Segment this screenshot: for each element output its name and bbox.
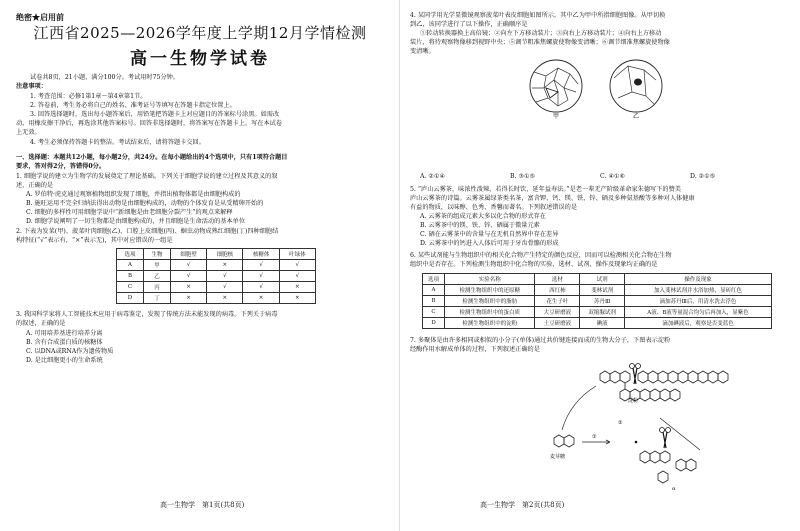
table-cell: 花生子叶	[535, 296, 580, 307]
table-row	[117, 282, 316, 293]
table-cell: A	[423, 285, 445, 296]
question-4-stem: ①转动转换器换上高倍镜；②向左下方移动装片；③向右上方移动装片；④向右上方移动	[420, 30, 662, 37]
table-row	[117, 271, 316, 282]
question-7-figure	[540, 362, 760, 494]
table-cell: 西红柿	[535, 285, 580, 296]
table-header-cell: 细胞核	[207, 249, 243, 260]
table-cell: 碘液	[580, 318, 625, 329]
table-row	[117, 293, 316, 304]
question-5-stem: 有益的物质，以味醇、色秀、香馨而著名。下列叙述错误的是	[410, 204, 578, 211]
table-cell: √	[207, 271, 243, 282]
section-heading: 要求，答对得2分，答错得0分。	[16, 163, 106, 170]
question-4-figure	[520, 58, 670, 120]
starch-chain	[600, 371, 728, 401]
question-7-stem: 经酶作用水解成单体的过程，下列叙述正确的是	[410, 346, 540, 353]
table-header-cell: 选项	[423, 274, 445, 285]
table-cell: 滴加苏丹Ⅲ后，用清水洗去浮色	[625, 296, 772, 307]
table-cell: √	[170, 271, 206, 282]
table-cell: ×	[170, 282, 206, 293]
exam-subtitle: 高一生物学试卷	[130, 49, 270, 69]
table-header-cell: 叶绿体	[279, 249, 315, 260]
microscope-view-yi	[610, 60, 662, 112]
question-3-option: D. 是比细胞更小的生命系统	[26, 357, 103, 364]
table-cell: √	[279, 271, 315, 282]
note-line: 动，用橡皮擦干净后，再选涂其他答案标号。回答非选择题时，将答案写在答题卡上。写在本试卷	[16, 120, 283, 127]
figure-label-maltose: 麦芽糖	[550, 454, 566, 460]
table-cell: 大豆研磨液	[535, 307, 580, 318]
table-header-cell: 细胞壁	[170, 249, 206, 260]
table-header-cell: 选材	[535, 274, 580, 285]
glucose-dot	[635, 441, 638, 444]
table-cell: √	[243, 260, 279, 271]
enzyme-scissors-icon	[660, 428, 671, 449]
question-1-option: C. 细胞的多样性可用细胞学说中“新细胞是由老细胞分裂产生”的观点来解释	[26, 209, 233, 216]
table-header-row	[117, 249, 316, 260]
table-row	[423, 318, 772, 329]
question-5-option: C. 硒在云雾茶中的含量与在无机自然界中存在差异	[420, 231, 559, 238]
table-cell: 土豆研磨液	[535, 318, 580, 329]
table-cell: ×	[207, 260, 243, 271]
table-cell: 检测生物组织中的淀粉	[445, 318, 535, 329]
page-footer: 高一生物学 第2页(共8页)	[480, 501, 565, 509]
question-1-stem: 1. 细胞学说的建立为生物学的发展奠定了理论基础。下列关于细胞学说的建立过程及其意义的叙	[16, 173, 278, 180]
maltose-unit	[554, 435, 574, 447]
question-7-stem: 7. 多聚体是由许多相同或相似的小分子(单体)通过共价键连接而成的生物大分子，下图表示淀粉	[410, 337, 671, 344]
table-cell: 乙	[143, 271, 170, 282]
table-cell: C	[117, 282, 144, 293]
table-cell: C	[423, 307, 445, 318]
table-cell: 甲	[143, 260, 170, 271]
question-1-option: B. 施旺运用不完全归纳法得出动物是由细胞构成的，动物的个体发育是从受精卵开始的	[26, 200, 264, 207]
microscope-view-jia	[530, 60, 582, 112]
figure-label-one: ①	[592, 434, 597, 440]
figure-label-alpha: α	[672, 486, 676, 492]
figure-label-yi: 乙	[632, 113, 640, 120]
table-cell: D	[423, 318, 445, 329]
question-5-option: D. 云雾茶中的钙进入人体后可用于牙齿骨骼的形成	[420, 240, 559, 247]
question-6-stem: 组织中是否存在。下列检测生物组织中化合物的实验，选材、试剂、操作及现象均正确的是	[410, 261, 658, 268]
table-cell: √	[170, 260, 206, 271]
table-row	[423, 296, 772, 307]
question-4-option: A. ②①④	[420, 173, 446, 180]
hydrolysis-chain	[640, 451, 696, 483]
table-cell: ×	[279, 282, 315, 293]
table-cell: A液、B液等量混合均匀后再加入，显紫色	[625, 307, 772, 318]
question-1-option: A. 罗伯特·虎克通过观察植物组织发现了细胞，并指出植物体都是由细胞构成的	[26, 191, 241, 198]
table-row	[423, 307, 772, 318]
question-6-stem: 6. 某些试剂能与生物组织中的相关化合物产生特定的颜色反应，因而可以检测相关化合物在生物	[410, 252, 672, 259]
note-line: 1. 考查范围：必修1第1章～第4章第1节。	[30, 93, 147, 100]
question-6-table	[422, 273, 772, 329]
question-2-stem: 构特征(“√”表示有，“×”表示无)，其中对应错误的一组是	[16, 237, 173, 244]
table-cell: 丁	[143, 293, 170, 304]
secrecy-mark: 绝密★启用前	[16, 12, 64, 22]
exam-info: 试卷共8页，21小题，满分100分。考试用时75分钟。	[30, 74, 180, 81]
table-cell: 苏丹Ⅲ	[580, 296, 625, 307]
table-cell: ×	[279, 293, 315, 304]
table-row	[423, 285, 772, 296]
question-2-table	[116, 248, 316, 304]
table-cell: B	[423, 296, 445, 307]
question-4-option: C. ④①⑥	[600, 173, 626, 180]
table-cell: √	[279, 260, 315, 271]
table-cell: 加入斐林试剂并水浴加热，显砖红色	[625, 285, 772, 296]
question-2-stem: 2. 下表为发菜(甲)、菠菜叶肉细胞(乙)、口腔上皮细胞(丙)、蛔虫动物成熟红细胞(丁)四种细胞结	[16, 228, 279, 235]
reaction-arrows	[562, 386, 700, 450]
question-4-stem: 4. 某同学用光学显微镜观察菠菜叶表皮细胞如图所示，其中乙为甲中所指细胞图像。从甲切换	[410, 12, 666, 19]
table-cell: ×	[243, 293, 279, 304]
table-cell: ×	[207, 293, 243, 304]
table-row	[117, 260, 316, 271]
table-header-cell: 核糖体	[243, 249, 279, 260]
table-header-cell: 试剂	[580, 274, 625, 285]
table-cell: D	[117, 293, 144, 304]
figure-label-starch: 淀粉	[628, 398, 639, 404]
table-cell: 斐林试剂	[580, 285, 625, 296]
question-5-option: B. 云雾茶中的镁、铁、锌、硒属于微量元素	[420, 222, 540, 229]
question-5-option: A. 云雾茶的组成元素大多以化合物的形式存在	[420, 213, 546, 220]
table-cell: 检测生物组织中的还原糖	[445, 285, 535, 296]
note-line: 4. 考生必须保持答题卡的整洁。考试结束后，请将答题卡交回。	[30, 139, 205, 146]
question-1-stem: 述，正确的是	[16, 182, 54, 189]
question-4-stem: 到乙，该同学进行了以下操作，正确顺序是	[410, 21, 528, 28]
table-header-cell: 生物	[143, 249, 170, 260]
figure-label-jia: 甲	[552, 113, 560, 120]
table-cell: √	[207, 282, 243, 293]
question-5-stem: 庐山云雾茶的诗篇。云雾茶属绿茶类名茶，富含钾、钙、镁、铁、锌、硒及多种氨基酸等多种对人体健康	[410, 195, 695, 202]
table-cell: 双缩脲试剂	[580, 307, 625, 318]
table-cell: √	[243, 271, 279, 282]
question-3-stem: 3. 我国科学家将人工智能技术应用于病毒鉴定，发现了传统方法未能发现的病毒。下列关于病毒	[16, 311, 278, 318]
question-5-stem: 5. “庐山云雾茶，味浓性泼辣，若得长时饮，延年益寿法。”是老一辈无产阶级革命家朱德写下的赞美	[410, 186, 681, 193]
exam-title: 江西省2025—2026学年度上学期12月学情检测	[33, 24, 367, 42]
table-cell: √	[243, 282, 279, 293]
question-3-option: A. 可用培养基进行培养分离	[26, 330, 103, 337]
note-line: 上无效。	[16, 129, 41, 136]
question-3-option: B. 含有合成蛋白质的核糖体	[26, 339, 103, 346]
question-3-option: C. 以DNA或RNA作为遗传物质	[26, 348, 114, 355]
note-line: 2. 答卷前，考生务必将自己的姓名、准考证号等填写在答题卡指定位置上。	[30, 102, 236, 109]
right-page	[400, 0, 800, 531]
figure-label-two: ②	[618, 420, 623, 426]
table-header-cell: 实验名称	[445, 274, 535, 285]
table-cell: 滴加碘液后，观察是否变蓝色	[625, 318, 772, 329]
notes-heading: 注意事项：	[16, 83, 47, 90]
table-header-cell: 操作及现象	[625, 274, 772, 285]
question-4-option: B. ③①⑤	[510, 173, 536, 180]
table-cell: ×	[170, 293, 206, 304]
question-3-stem: 的叙述，正确的是	[16, 320, 66, 327]
table-cell: A	[117, 260, 144, 271]
table-cell: B	[117, 271, 144, 282]
section-heading: 一、选择题：本题共12小题，每小题2分，共24分。在每小题给出的4个选项中，只有1项符合题目	[16, 154, 288, 161]
table-cell: 丙	[143, 282, 170, 293]
question-4-option: D. ②①⑤	[690, 173, 716, 180]
table-cell: 检测生物组织中的脂肪	[445, 296, 535, 307]
question-4-stem: 变清晰。	[410, 48, 435, 55]
table-cell: 检测生物组织中的蛋白质	[445, 307, 535, 318]
table-header-cell: 选项	[117, 249, 144, 260]
note-line: 3. 回答选择题时，选出每小题答案后，用铅笔把答题卡上对应题目的答案标号涂黑。如需改	[30, 111, 280, 118]
question-4-stem: 装片，将待观察物像移到视野中央；⑤调节粗准焦螺旋使物像变清晰；⑥调节细准焦螺旋使物像	[410, 39, 670, 46]
question-1-option: D. 细胞学说阐明了一切生物都是由细胞构成的，并且细胞是生命活动的基本单位	[26, 218, 246, 225]
page-footer: 高一生物学 第1页(共8页)	[160, 501, 245, 509]
table-header-row	[423, 274, 772, 285]
